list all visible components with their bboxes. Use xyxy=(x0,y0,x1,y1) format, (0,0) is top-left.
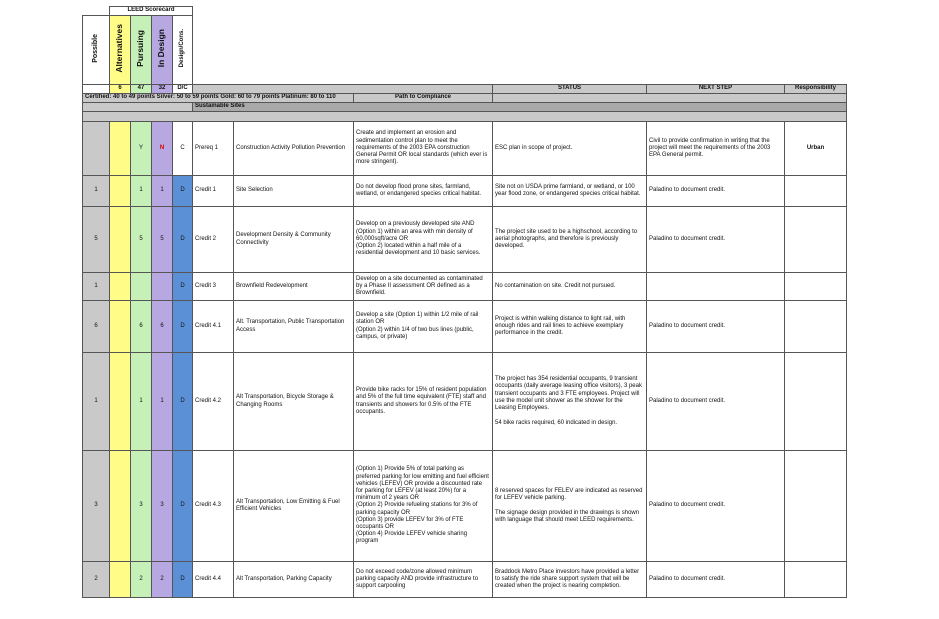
credit-id: Credit 4.4 xyxy=(193,562,234,598)
possible-label: Possible xyxy=(92,34,100,63)
design-cons-cell: C xyxy=(173,122,193,176)
total-design-cons: D/C xyxy=(173,85,193,94)
path-to-compliance: Develop on a site documented as contaminated by a Phase II assessment OR defined as a Brownfield. xyxy=(354,273,493,301)
pursuing-label: Pursuing xyxy=(135,29,146,67)
total-alternatives: 6 xyxy=(110,85,131,94)
pursuing-cell: 5 xyxy=(131,207,152,273)
total-pursuing: 47 xyxy=(131,85,152,94)
in-design-cell: N xyxy=(152,122,173,176)
credit-id: Credit 4.2 xyxy=(193,353,234,451)
credit-id: Credit 4.1 xyxy=(193,301,234,353)
credit-name: Construction Activity Pollution Prevention xyxy=(234,122,354,176)
status-cell: The project site used to be a highschool, according to aerial photographs, and therefore is previously developed. xyxy=(493,207,647,273)
design-cons-cell: D xyxy=(173,207,193,273)
design-cons-cell: D xyxy=(173,562,193,598)
totals-row xyxy=(83,85,847,94)
credit-name: Alt Transportation, Parking Capacity xyxy=(234,562,354,598)
in-design-cell: 6 xyxy=(152,301,173,353)
pursuing-cell: 2 xyxy=(131,562,152,598)
status-cell: 8 reserved spaces for FELEV are indicated as reserved for LEFEV vehicle parking. The signage design provided in the drawings is shown with language that should meet LEED requirements. xyxy=(493,451,647,562)
table-row xyxy=(83,122,847,176)
next-step-cell: Paladino to document credit. xyxy=(647,562,785,598)
possible-cell: 1 xyxy=(83,273,110,301)
section-title: Sustainable Sites xyxy=(193,103,847,112)
table-row xyxy=(83,451,847,562)
pursuing-cell: 6 xyxy=(131,301,152,353)
table-row xyxy=(83,176,847,207)
column-label-row xyxy=(83,16,847,85)
path-to-compliance: Develop on a previously developed site AND (Option 1) within an area with min density of 60,000sqft/acre OR (Option 2) located within a half mile of a residential development and 10 basic services. xyxy=(354,207,493,273)
responsibility-cell: Urban xyxy=(785,122,847,176)
alternatives-cell xyxy=(110,301,131,353)
possible-cell: 6 xyxy=(83,301,110,353)
next-step-cell: Paladino to document credit. xyxy=(647,451,785,562)
responsibility-cell xyxy=(785,353,847,451)
design-cons-label: Design/Cons. xyxy=(178,29,185,68)
in-design-cell: 3 xyxy=(152,451,173,562)
alternatives-cell xyxy=(110,353,131,451)
header-status: STATUS xyxy=(493,85,647,94)
header-path: Path to Compliance xyxy=(354,94,493,103)
path-to-compliance: Do not develop flood prone sites, farmland, wetland, or endangered species critical habitat. xyxy=(354,176,493,207)
header-responsibility: Responsibility xyxy=(785,85,847,94)
header-next-step: NEXT STEP xyxy=(647,85,785,94)
responsibility-cell xyxy=(785,207,847,273)
table-row xyxy=(83,562,847,598)
possible-cell: 3 xyxy=(83,451,110,562)
in-design-cell xyxy=(152,273,173,301)
in-design-cell: 1 xyxy=(152,353,173,451)
alternatives-label: Alternatives xyxy=(114,24,125,73)
credit-name: Alt. Transportation, Public Transportation Access xyxy=(234,301,354,353)
design-cons-cell: D xyxy=(173,353,193,451)
total-in-design: 32 xyxy=(152,85,173,94)
status-cell: Site not on USDA prime farmland, or wetland, or 100 year flood zone, or endangered species critical habitat. xyxy=(493,176,647,207)
responsibility-cell xyxy=(785,273,847,301)
credit-id: Credit 2 xyxy=(193,207,234,273)
next-step-cell: Paladino to document credit. xyxy=(647,176,785,207)
in-design-cell: 1 xyxy=(152,176,173,207)
alternatives-cell xyxy=(110,451,131,562)
responsibility-cell xyxy=(785,176,847,207)
responsibility-cell xyxy=(785,562,847,598)
alternatives-cell xyxy=(110,562,131,598)
in-design-label: In Design xyxy=(156,29,167,68)
status-cell: No contamination on site. Credit not pursued. xyxy=(493,273,647,301)
table-row xyxy=(83,301,847,353)
pursuing-cell: 3 xyxy=(131,451,152,562)
possible-cell: 5 xyxy=(83,207,110,273)
credit-id: Prereq 1 xyxy=(193,122,234,176)
section-row xyxy=(83,103,847,112)
pursuing-cell: 1 xyxy=(131,353,152,451)
responsibility-cell xyxy=(785,301,847,353)
next-step-cell xyxy=(647,273,785,301)
credit-id: Credit 1 xyxy=(193,176,234,207)
design-cons-cell: D xyxy=(173,176,193,207)
status-cell: The project has 354 residential occupants, 9 transient occupants (daily average leasing office visitors), 3 peak transient occupants and 3 FTE employees. Project will use the model unit shower as the shower for the Leasing Employees. 54 bike racks required, 60 indicated in design. xyxy=(493,353,647,451)
path-to-compliance: Develop a site (Option 1) within 1/2 mile of rail station OR (Option 2) within 1/4 of two bus lines (public, campus, or private) xyxy=(354,301,493,353)
credit-name: Alt Transportation, Low Emitting & Fuel Efficient Vehicles xyxy=(234,451,354,562)
credit-id: Credit 4.3 xyxy=(193,451,234,562)
path-to-compliance: (Option 1) Provide 5% of total parking as preferred parking for low emitting and fuel efficient vehicles (LEFEV) OR provide a discounted rate for parking for LEFEV (at least 20%) for a minimum of 2 years OR (Option 2) Provide refueling stations for 3% of parking capacity OR (Option 3) provide LEFEV for 3% of FTE occupants OR (Option 4) Provide LEFEV vehicle sharing program xyxy=(354,451,493,562)
credit-name: Brownfield Redevelopment xyxy=(234,273,354,301)
levels-row xyxy=(83,94,847,103)
alternatives-cell xyxy=(110,207,131,273)
path-to-compliance: Provide bike racks for 15% of resident population and 5% of the full time equivalent (FTE) staff and transients and showers for 0.5% of the FTE occupants. xyxy=(354,353,493,451)
pursuing-cell: 1 xyxy=(131,176,152,207)
path-to-compliance: Create and implement an erosion and sedimentation control plan to meet the requirements of the 2003 EPA construction General Permit OR local standards (which ever is more stringent). xyxy=(354,122,493,176)
scorecard-table xyxy=(82,6,847,598)
credit-name: Development Density & Community Connectivity xyxy=(234,207,354,273)
leed-scorecard-sheet xyxy=(82,6,847,598)
credit-id: Credit 3 xyxy=(193,273,234,301)
credit-name: Site Selection xyxy=(234,176,354,207)
in-design-cell: 5 xyxy=(152,207,173,273)
design-cons-cell: D xyxy=(173,301,193,353)
credit-name: Alt Transportation, Bicycle Storage & Changing Rooms xyxy=(234,353,354,451)
certification-levels: Certified: 40 to 49 points Silver: 50 to 59 points Gold: 60 to 79 points Platinum: 80 to 110 xyxy=(83,94,354,103)
possible-cell: 2 xyxy=(83,562,110,598)
status-cell: Braddock Metro Place investors have provided a letter to satisfy the ride share support system that will be created when the project is nearing completion. xyxy=(493,562,647,598)
pursuing-cell: Y xyxy=(131,122,152,176)
next-step-cell: Paladino to document credit. xyxy=(647,301,785,353)
design-cons-cell: D xyxy=(173,273,193,301)
next-step-cell: Paladino to document credit. xyxy=(647,207,785,273)
table-row xyxy=(83,273,847,301)
alternatives-cell xyxy=(110,176,131,207)
status-cell: Project is within walking distance to light rail, with enough rides and rail lines to achieve exemplary performance in the credit. xyxy=(493,301,647,353)
scorecard-title: LEED Scorecard xyxy=(110,7,193,16)
pursuing-cell xyxy=(131,273,152,301)
spacer-row xyxy=(83,112,847,122)
alternatives-cell xyxy=(110,273,131,301)
responsibility-cell xyxy=(785,451,847,562)
title-row xyxy=(83,7,847,16)
path-to-compliance: Do not exceed code/zone allowed minimum parking capacity AND provide infrastructure to support carpooling xyxy=(354,562,493,598)
table-row xyxy=(83,207,847,273)
next-step-cell: Paladino to document credit. xyxy=(647,353,785,451)
possible-cell: 1 xyxy=(83,353,110,451)
possible-cell: 1 xyxy=(83,176,110,207)
status-cell: ESC plan in scope of project. xyxy=(493,122,647,176)
table-row xyxy=(83,353,847,451)
alternatives-cell xyxy=(110,122,131,176)
possible-cell xyxy=(83,122,110,176)
in-design-cell: 2 xyxy=(152,562,173,598)
design-cons-cell: D xyxy=(173,451,193,562)
next-step-cell: Civil to provide confirmation in writing that the project will meet the requirements of the 2003 EPA General permit. xyxy=(647,122,785,176)
